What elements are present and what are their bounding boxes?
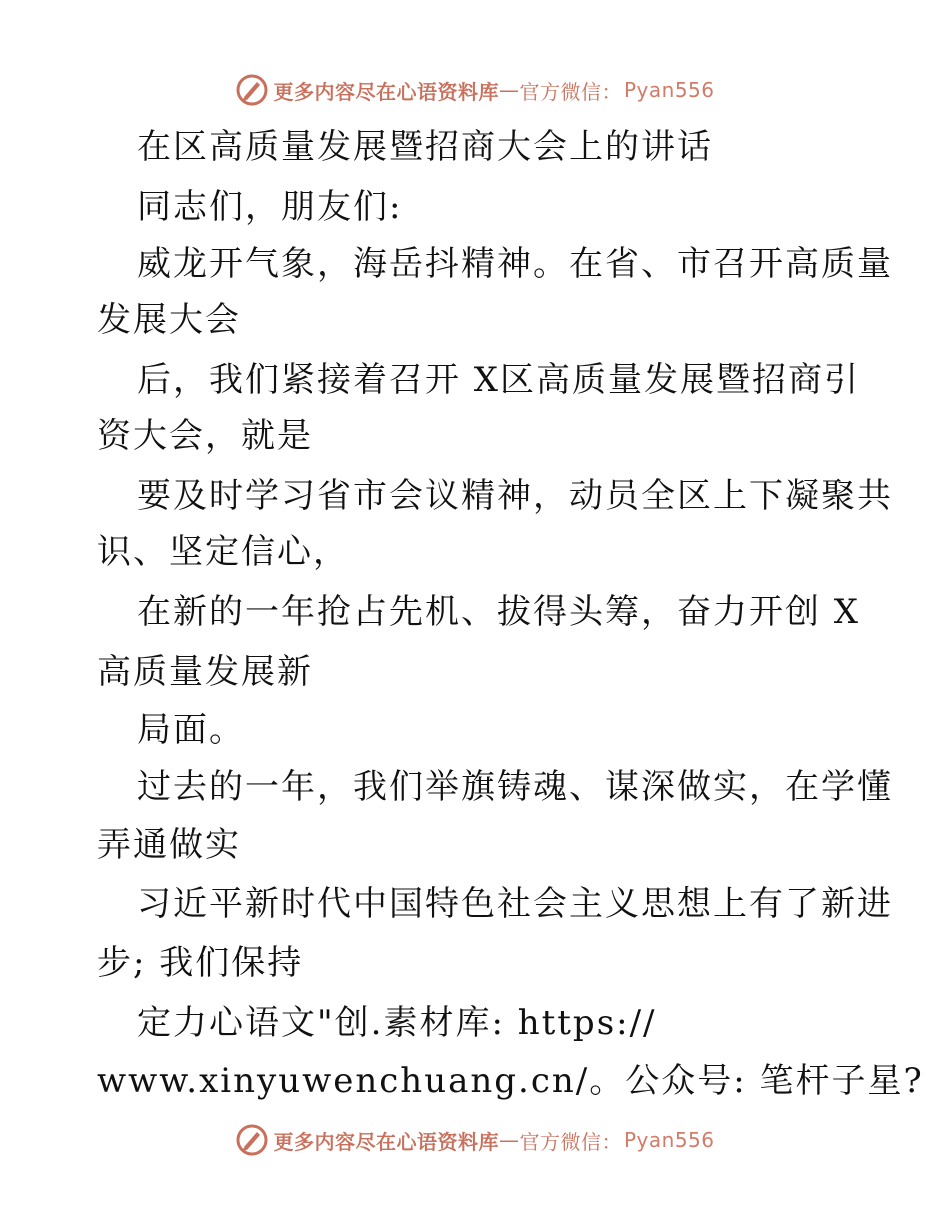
paragraph-line: 后，我们紧接着召开 X区高质量发展暨招商引: [137, 360, 861, 400]
watermark-wechat-id: Pyan556: [623, 1128, 715, 1152]
paragraph-line: 资大会，就是: [97, 416, 313, 456]
source-url-line: www.xinyuwenchuang.cn/。公众号: 笔杆子星?: [97, 1061, 924, 1101]
watermark-text: 更多内容尽在心语资料库: [273, 1129, 499, 1154]
paragraph-line: 要及时学习省市会议精神，动员全区上下凝聚共: [137, 476, 893, 516]
paragraph-line: 步; 我们保持: [97, 943, 304, 983]
watermark-official-label: 官方微信：: [519, 79, 622, 104]
paragraph-line: 识、坚定信心，: [97, 532, 349, 572]
paragraph-line: 威龙开气象，海岳抖精神。在省、市召开高质量: [137, 244, 893, 284]
paragraph-line: 弄通做实: [97, 825, 241, 865]
paragraph-line: 定力心语文"创.素材库: https://: [137, 1003, 657, 1043]
watermark-dash: —: [498, 78, 520, 102]
document-title: 在区高质量发展暨招商大会上的讲话: [137, 127, 713, 167]
salutation: 同志们，朋友们:: [137, 187, 403, 227]
paragraph-line: 发展大会: [97, 300, 241, 340]
paragraph-line: 在新的一年抢占先机、拔得头筹，奋力开创 X: [137, 592, 861, 632]
footer-watermark: [0, 1120, 950, 1160]
paragraph-line: 局面。: [137, 710, 245, 750]
watermark-official-label: 官方微信：: [519, 1129, 622, 1154]
brush-pen-logo-icon: [235, 1123, 269, 1157]
paragraph-line: 习近平新时代中国特色社会主义思想上有了新进: [137, 884, 893, 924]
paragraph-line: 高质量发展新: [97, 652, 313, 692]
watermark-wechat-id: Pyan556: [623, 78, 715, 102]
watermark-dash: —: [498, 1128, 520, 1152]
header-watermark: [0, 70, 950, 110]
paragraph-line: 过去的一年，我们举旗铸魂、谋深做实，在学懂: [137, 767, 893, 807]
watermark-text: 更多内容尽在心语资料库: [273, 79, 499, 104]
brush-pen-logo-icon: [235, 73, 269, 107]
